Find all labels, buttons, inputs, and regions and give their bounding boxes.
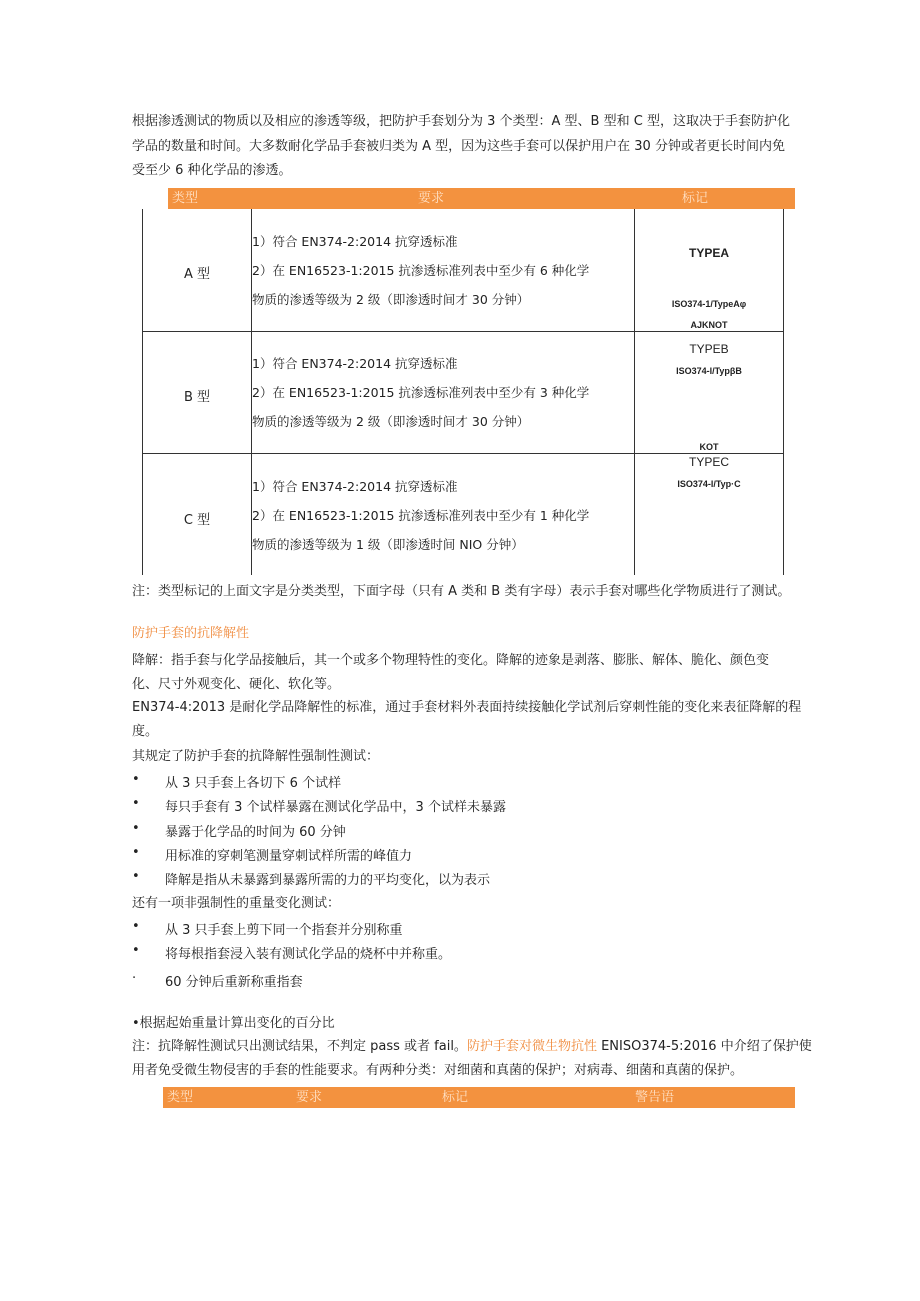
- table2-header-warning: 警告语: [635, 1090, 675, 1105]
- bullet-dot: •: [132, 772, 140, 787]
- list-item: 用标准的穿刺笔测量穿刺试样所需的峰值力: [165, 849, 413, 864]
- row-c-req-1: 1）符合 EN374-2:2014 抗穿透标准: [252, 479, 458, 494]
- row-c-req-2: 2）在 EN16523-1:2015 抗渗透标准列表中至少有 1 种化学: [252, 508, 590, 523]
- degradation-standard-2: 度。: [132, 724, 159, 739]
- section-heading-degradation: 防护手套的抗降解性: [132, 626, 250, 641]
- note2-line-1: [132, 1036, 812, 1058]
- table2-header-type: 类型: [167, 1090, 194, 1105]
- row-c-req-3: 物质的渗透等级为 1 级（即渗透时间 NIO 分钟）: [252, 537, 524, 552]
- row-c-mark-code: ISO374-l/Typ·C: [677, 479, 741, 489]
- row-b-req-1: 1）符合 EN374-2:2014 抗穿透标准: [252, 356, 458, 371]
- table2-header: [163, 1087, 795, 1108]
- row-b-req-3: 物质的渗透等级为 2 级（即渗透时间才 30 分钟）: [252, 414, 530, 429]
- table2-header-mark: 标记: [442, 1090, 469, 1105]
- table1-note: 注：类型标记的上面文字是分类类型，下面字母（只有 A 类和 B 类有字母）表示手套对哪些化学物质进行了测试。: [132, 584, 791, 599]
- list-item: 降解是指从未暴露到暴露所需的力的平均变化，以为表示: [165, 873, 491, 888]
- bullet-dot: •: [132, 919, 140, 934]
- list-item: 暴露于化学品的时间为 60 分钟: [165, 825, 346, 840]
- degradation-standard-1: EN374-4:2013 是耐化学品降解性的标准，通过手套材料外表面持续接触化学试剂后穿刺性能的变化来表征降解的程: [132, 700, 802, 715]
- mandatory-tests-intro: 其规定了防护手套的抗降解性强制性测试：: [132, 749, 380, 764]
- percentage-calc-line: •根据起始重量计算出变化的百分比: [132, 1016, 335, 1031]
- table1-header-requirement: 要求: [418, 191, 445, 206]
- bullet-dot: •: [132, 845, 140, 860]
- table1-header: [168, 188, 795, 209]
- list-item: 60 分钟后重新称重指套: [165, 975, 303, 990]
- note2-text-a: 注：抗降解性测试只出测试结果，不判定 pass 或者 fail。: [132, 1039, 467, 1054]
- row-b-req-2: 2）在 EN16523-1:2015 抗渗透标准列表中至少有 3 种化学: [252, 385, 590, 400]
- table1-header-type: 类型: [172, 191, 199, 206]
- degradation-definition-2: 化、尺寸外观变化、硬化、软化等。: [132, 677, 341, 692]
- list-item: 每只手套有 3 个试样暴露在测试化学品中，3 个试样未暴露: [165, 800, 506, 815]
- row-a-req-2: 2）在 EN16523-1:2015 抗渗透标准列表中至少有 6 种化学: [252, 263, 590, 278]
- row-c-type: C 型: [183, 513, 211, 528]
- row-b-mark-code: ISO374-l/TypβB: [676, 366, 742, 376]
- row-a-mark-code: ISO374-1/TypeAφ: [671, 299, 747, 309]
- intro-line-3: 受至少 6 种化学品的渗透。: [132, 163, 292, 178]
- degradation-definition-1: 降解：指手套与化学品接触后，其一个或多个物理特性的变化。降解的迹象是剥落、膨胀、解体、脆化、颜色变: [132, 653, 770, 668]
- intro-line-1: 根据渗透测试的物质以及相应的渗透等级，把防护手套划分为 3 个类型：A 型、B 型和 C 型，这取决于手套防护化: [132, 114, 790, 129]
- note2-line-2: 用者免受微生物侵害的手套的性能要求。有两种分类：对细菌和真菌的保护；对病毒、细菌和真菌的保护。: [132, 1063, 744, 1078]
- bullet-dot: •: [132, 943, 140, 958]
- table2-header-requirement: 要求: [296, 1090, 323, 1105]
- row-a-req-3: 物质的渗透等级为 2 级（即渗透时间才 30 分钟）: [252, 292, 530, 307]
- section-heading-microbial: 防护手套对微生物抗性: [466, 1039, 597, 1054]
- list-item: 从 3 只手套上剪下同一个指套并分别称重: [165, 923, 403, 938]
- row-c-mark-title: TYPEC: [688, 455, 729, 469]
- list-item: 从 3 只手套上各切下 6 个试样: [165, 776, 342, 791]
- note2-text-b: ENISO374-5:2016 中介绍了保护使: [596, 1039, 812, 1054]
- bullet-dot: •: [132, 796, 140, 811]
- table1-header-mark: 标记: [682, 191, 709, 206]
- row-a-mark-letters: AJKNOT: [690, 320, 728, 330]
- row-a-type: A 型: [183, 267, 211, 282]
- row-b-mark-letters: KOT: [699, 442, 719, 452]
- bullet-dot: •: [132, 869, 140, 884]
- row-a-mark-title: TYPEA: [688, 246, 729, 260]
- row-a-req-1: 1）符合 EN374-2:2014 抗穿透标准: [252, 234, 458, 249]
- optional-tests-intro: 还有一项非强制性的重量变化测试：: [132, 896, 341, 911]
- list-item: 将每根指套浸入装有测试化学品的烧杯中并称重。: [165, 947, 452, 962]
- bullet-dot: ·: [132, 971, 137, 986]
- bullet-dot: •: [132, 821, 140, 836]
- row-b-type: B 型: [183, 390, 211, 405]
- row-b-mark-title: TYPEB: [689, 342, 729, 356]
- intro-line-2: 学品的数量和时间。大多数耐化学品手套被归类为 A 型，因为这些手套可以保护用户在 30 分钟或者更长时间内免: [132, 139, 785, 154]
